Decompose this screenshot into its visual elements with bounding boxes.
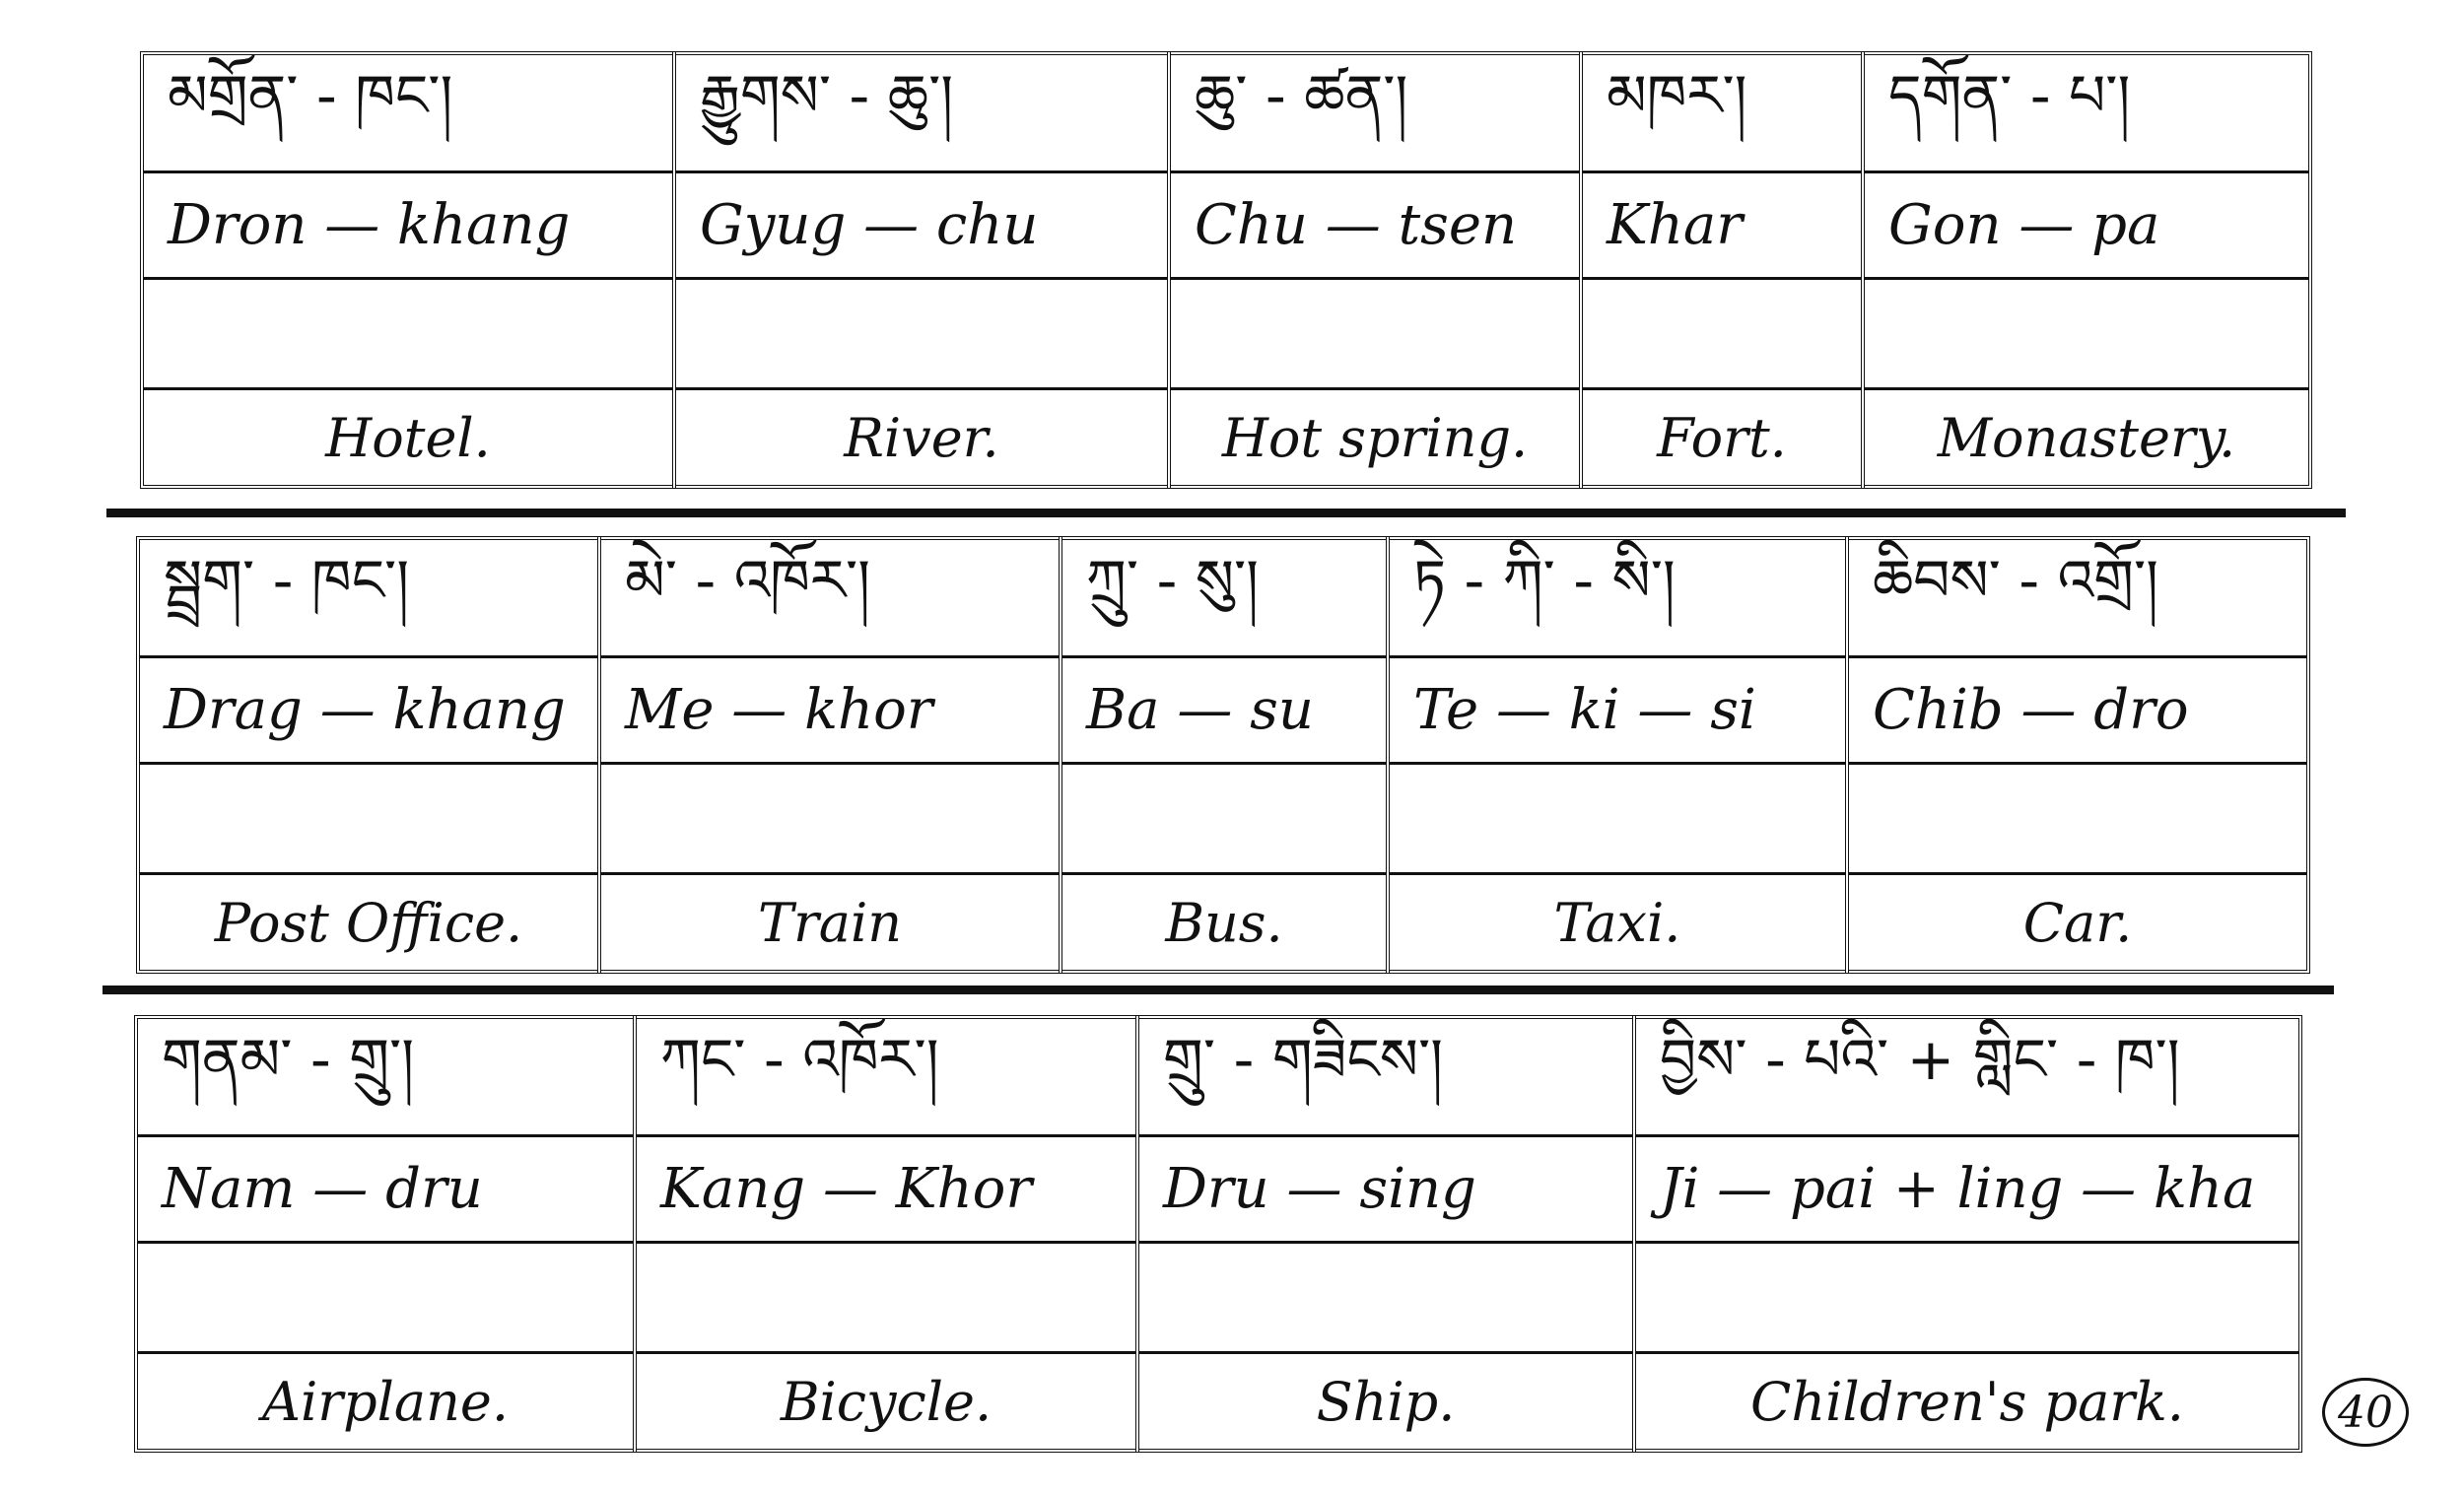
vocab-card — [1845, 536, 2310, 974]
english-meaning: River. — [844, 406, 999, 469]
tibetan-text: རྒྱུགས་ - ཆུ་། — [676, 55, 1167, 173]
english-meaning: Bicycle. — [780, 1370, 992, 1433]
english-meaning: Train — [757, 891, 903, 954]
romanization: Gon — pa — [1865, 173, 2308, 280]
english-meaning: Car. — [2022, 891, 2133, 954]
blank-practice-row — [1865, 280, 2308, 390]
vocab-card — [1167, 51, 1583, 489]
tibetan-text: མེ་ - འཁོར་། — [601, 540, 1059, 658]
page-number: 40 — [2322, 1378, 2409, 1447]
vocab-card — [597, 536, 1062, 974]
english-meaning: Taxi. — [1553, 891, 1681, 954]
vocab-table-1 — [140, 51, 2308, 489]
english-meaning: Hotel. — [325, 406, 491, 469]
romanization: Me — khor — [601, 658, 1059, 765]
blank-practice-row — [1636, 1244, 2298, 1354]
blank-practice-row — [676, 280, 1167, 390]
tibetan-text: བྱིས་ - པའི་ + གླིང་ - ཁ་། — [1636, 1019, 2298, 1137]
blank-practice-row — [1849, 765, 2306, 875]
blank-practice-row — [601, 765, 1059, 875]
english-meaning: Fort. — [1657, 406, 1787, 469]
tibetan-text: ཆུ་ - ཚན་། — [1171, 55, 1579, 173]
tibetan-text: གནམ་ - གྲུ་། — [138, 1019, 633, 1137]
tibetan-text: ཀང་ - འཁོར་། — [637, 1019, 1135, 1137]
tibetan-text: ཀྲུ་ - སུ་། — [1062, 540, 1386, 658]
romanization: Chu — tsen — [1171, 173, 1579, 280]
blank-practice-row — [140, 765, 597, 875]
tibetan-text: དགོན་ - པ་། — [1865, 55, 2308, 173]
vocab-card — [1632, 1015, 2302, 1453]
english-meaning: Monastery. — [1937, 406, 2236, 469]
vocab-table-3 — [134, 1015, 2298, 1453]
vocab-card — [140, 51, 676, 489]
tibetan-text: སྦྲག་ - ཁང་། — [140, 540, 597, 658]
english-meaning: Ship. — [1316, 1370, 1456, 1433]
blank-practice-row — [138, 1244, 633, 1354]
vocab-card — [1579, 51, 1865, 489]
romanization: Chib — dro — [1849, 658, 2306, 765]
blank-practice-row — [1171, 280, 1579, 390]
romanization: Ba — su — [1062, 658, 1386, 765]
romanization: Nam — dru — [138, 1137, 633, 1244]
romanization: Gyug — chu — [676, 173, 1167, 280]
vocab-card — [134, 1015, 637, 1453]
blank-practice-row — [144, 280, 672, 390]
romanization: Dru — sing — [1139, 1137, 1632, 1244]
english-meaning: Bus. — [1165, 891, 1283, 954]
tibetan-text: ཏེ - ཀི་ - སི་། — [1390, 540, 1845, 658]
english-meaning: Airplane. — [261, 1370, 509, 1433]
english-meaning: Hot spring. — [1221, 406, 1529, 469]
vocab-card — [1386, 536, 1849, 974]
vocab-table-2 — [136, 536, 2306, 974]
vocab-card — [633, 1015, 1139, 1453]
english-meaning: Post Office. — [214, 891, 523, 954]
tibetan-text: ཆིབས་ - འགྲོ་། — [1849, 540, 2306, 658]
english-meaning: Children's park. — [1750, 1370, 2184, 1433]
romanization: Khar — [1583, 173, 1861, 280]
vocab-card — [1135, 1015, 1636, 1453]
vocab-card — [672, 51, 1171, 489]
romanization: Kang — Khor — [637, 1137, 1135, 1244]
tibetan-text: མགྲོན་ - ཁང་། — [144, 55, 672, 173]
romanization: Dron — khang — [144, 173, 672, 280]
blank-practice-row — [1583, 280, 1861, 390]
romanization: Ji — pai + ling — kha — [1636, 1137, 2298, 1244]
vocab-card — [1861, 51, 2312, 489]
tibetan-text: མཁར་། — [1583, 55, 1861, 173]
romanization: Drag — khang — [140, 658, 597, 765]
section-divider — [103, 986, 2334, 994]
blank-practice-row — [1062, 765, 1386, 875]
romanization: Te — ki — si — [1390, 658, 1845, 765]
blank-practice-row — [1390, 765, 1845, 875]
blank-practice-row — [637, 1244, 1135, 1354]
blank-practice-row — [1139, 1244, 1632, 1354]
vocab-card — [1059, 536, 1390, 974]
section-divider — [106, 509, 2346, 517]
tibetan-text: གྲུ་ - གཟིངས་། — [1139, 1019, 1632, 1137]
vocab-card — [136, 536, 601, 974]
